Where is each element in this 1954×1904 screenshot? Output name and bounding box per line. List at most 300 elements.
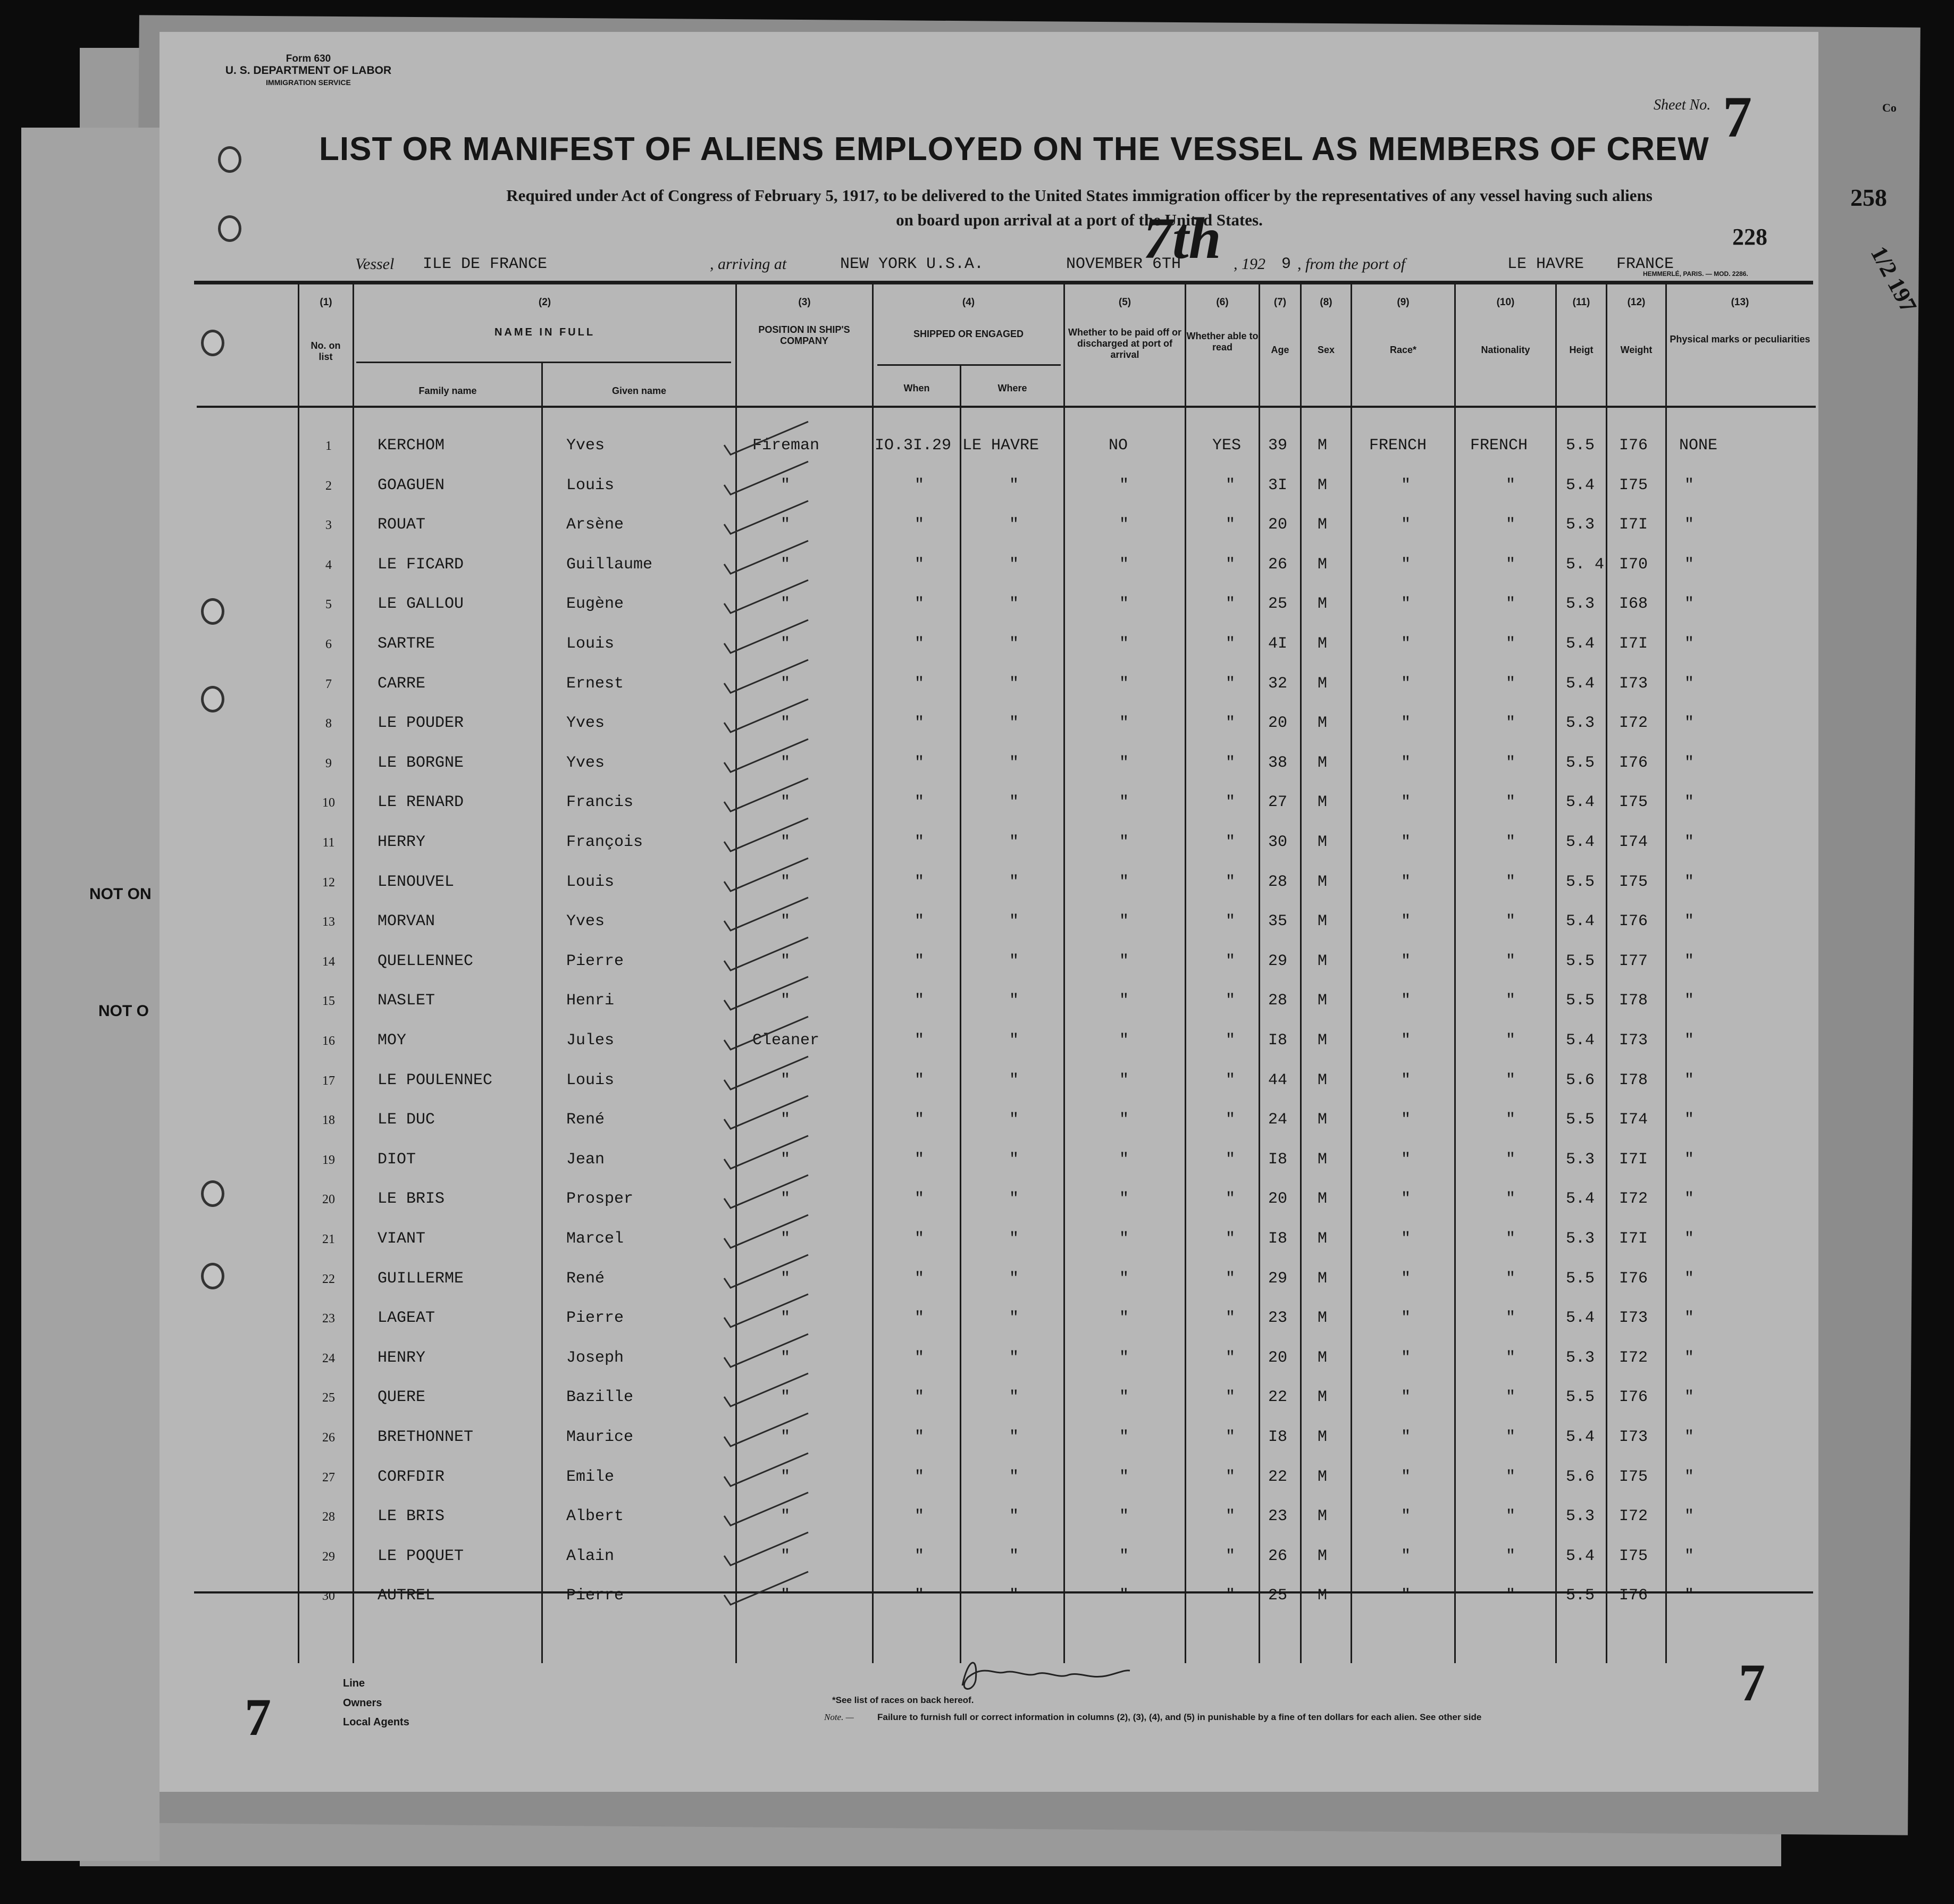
given-name-cell: Guillaume <box>566 556 653 574</box>
race-cell: " <box>1401 1190 1411 1208</box>
check-mark <box>723 1332 814 1369</box>
arrival-date: NOVEMBER 6TH <box>1066 255 1181 273</box>
weight-cell: I7I <box>1619 635 1648 653</box>
margin-note: NOT O <box>98 1002 149 1020</box>
age-cell: I8 <box>1268 1151 1288 1169</box>
shipped-where-cell: " <box>1009 675 1019 693</box>
given-name-cell: Yves <box>566 714 605 732</box>
height-cell: 5.4 <box>1566 1428 1595 1446</box>
able-to-read-cell: " <box>1226 833 1236 851</box>
physical-marks-cell: " <box>1684 1111 1695 1129</box>
check-mark <box>723 1490 814 1528</box>
family-name-cell: BRETHONNET <box>378 1428 474 1446</box>
shipped-when-cell: " <box>915 1071 925 1089</box>
nationality-cell: " <box>1506 714 1516 732</box>
given-name-cell: Ernest <box>566 675 624 693</box>
handwritten-date: 7th <box>1143 206 1221 271</box>
given-name-cell: Jean <box>566 1151 605 1169</box>
race-cell: " <box>1401 675 1411 693</box>
sex-cell: M <box>1318 1349 1328 1367</box>
able-to-read-cell: YES <box>1212 437 1242 455</box>
nationality-cell: " <box>1506 1309 1516 1327</box>
nationality-cell: " <box>1506 952 1516 970</box>
sex-cell: M <box>1318 714 1328 732</box>
age-cell: 25 <box>1268 1587 1288 1605</box>
header-name-in-full: NAME IN FULL <box>494 326 596 338</box>
header-shipped: SHIPPED OR ENGAGED <box>913 329 1024 339</box>
family-name-cell: LE FICARD <box>378 556 464 574</box>
physical-marks-cell: " <box>1684 1309 1695 1327</box>
paid-off-cell: " <box>1119 476 1129 494</box>
nationality-cell: " <box>1506 833 1516 851</box>
weight-cell: I78 <box>1619 992 1648 1010</box>
header-where: Where <box>997 383 1027 393</box>
family-name-cell: LE DUC <box>378 1111 435 1129</box>
nationality-cell: " <box>1506 1388 1516 1406</box>
sex-cell: M <box>1318 556 1328 574</box>
check-mark <box>723 658 814 695</box>
paid-off-cell: NO <box>1109 437 1128 455</box>
race-cell: " <box>1401 635 1411 653</box>
physical-marks-cell: NONE <box>1679 437 1718 455</box>
height-cell: 5.3 <box>1566 516 1595 534</box>
requirement-text: Required under Act of Congress of February 5, 1917, to be delivered to the United States immigration officer by the representatives of any vessel having such aliens on board upon arrival at a port of the United States. <box>506 186 1653 229</box>
position-cell: " <box>781 635 791 653</box>
nationality-cell: " <box>1506 516 1516 534</box>
physical-marks-cell: " <box>1684 1587 1695 1605</box>
shipped-where-cell: " <box>1009 1547 1019 1565</box>
nationality-cell: " <box>1506 1547 1516 1565</box>
sex-cell: M <box>1318 1428 1328 1446</box>
family-name-cell: QUERE <box>378 1388 426 1406</box>
shipped-where-cell: " <box>1009 1111 1019 1129</box>
weight-cell: I76 <box>1619 1388 1648 1406</box>
row-number: 8 <box>325 717 332 731</box>
manifest-page <box>160 32 1818 1792</box>
check-mark <box>723 578 814 615</box>
penalty-note: Failure to furnish full or correct information in columns (2), (3), (4), and (5) in punishable by a fine of ten dollars for each alien. See other side <box>877 1712 1482 1722</box>
family-name-cell: LE GALLOU <box>378 595 464 613</box>
family-name-cell: LENOUVEL <box>378 873 455 891</box>
row-number: 12 <box>322 876 335 890</box>
position-cell: " <box>781 1071 791 1089</box>
line-label: Line <box>343 1677 365 1689</box>
check-mark <box>723 697 814 734</box>
shipped-when-cell: IO.3I.29 <box>875 437 952 455</box>
local-agents-label: Local Agents <box>343 1716 409 1728</box>
table-top-rule <box>194 281 1813 284</box>
nationality-cell: " <box>1506 1349 1516 1367</box>
column-divider <box>1454 284 1456 1663</box>
race-cell: " <box>1401 833 1411 851</box>
position-cell: " <box>781 1587 791 1605</box>
shipped-where-cell: " <box>1009 873 1019 891</box>
family-name-cell: HENRY <box>378 1349 426 1367</box>
nationality-cell: " <box>1506 1587 1516 1605</box>
weight-cell: I75 <box>1619 1468 1648 1486</box>
header-weight: Weight <box>1620 345 1653 355</box>
family-name-cell: MOY <box>378 1031 407 1050</box>
weight-cell: I72 <box>1619 1349 1648 1367</box>
row-number: 5 <box>325 598 332 611</box>
age-cell: 23 <box>1268 1309 1288 1327</box>
able-to-read-cell: " <box>1226 1071 1236 1089</box>
check-mark <box>723 618 814 655</box>
shipped-when-cell: " <box>915 675 925 693</box>
check-mark <box>723 1014 814 1052</box>
sex-cell: M <box>1318 873 1328 891</box>
paid-off-cell: " <box>1119 1230 1129 1248</box>
check-mark <box>723 895 814 933</box>
age-cell: I8 <box>1268 1031 1288 1050</box>
row-number: 24 <box>322 1352 335 1365</box>
sex-cell: M <box>1318 635 1328 653</box>
nationality-cell: " <box>1506 1151 1516 1169</box>
given-name-cell: Yves <box>566 754 605 772</box>
age-cell: 32 <box>1268 675 1288 693</box>
position-cell: " <box>781 675 791 693</box>
paid-off-cell: " <box>1119 754 1129 772</box>
family-name-cell: LAGEAT <box>378 1309 435 1327</box>
check-mark <box>723 1570 814 1607</box>
weight-cell: I7I <box>1619 1230 1648 1248</box>
arriving-label: , arriving at <box>710 255 787 273</box>
given-name-cell: Albert <box>566 1507 624 1525</box>
shipped-where-cell: " <box>1009 1349 1019 1367</box>
service: IMMIGRATION SERVICE <box>266 78 351 87</box>
sheet-number-bottom-left: 7 <box>245 1688 271 1747</box>
header-when: When <box>903 383 930 393</box>
physical-marks-cell: " <box>1684 1547 1695 1565</box>
header-family-name: Family name <box>418 385 477 396</box>
paid-off-cell: " <box>1119 1468 1129 1486</box>
shipped-where-cell: " <box>1009 1230 1019 1248</box>
nationality-cell: " <box>1506 1190 1516 1208</box>
physical-marks-cell: " <box>1684 1507 1695 1525</box>
shipped-when-cell: " <box>915 793 925 811</box>
column-number: (9) <box>1397 297 1410 308</box>
check-mark <box>723 539 814 576</box>
sex-cell: M <box>1318 793 1328 811</box>
position-cell: " <box>781 793 791 811</box>
race-cell: " <box>1401 793 1411 811</box>
check-mark <box>723 1253 814 1290</box>
physical-marks-cell: " <box>1684 595 1695 613</box>
weight-cell: I75 <box>1619 793 1648 811</box>
shipped-where-cell: " <box>1009 1190 1019 1208</box>
height-cell: 5.4 <box>1566 1309 1595 1327</box>
column-divider <box>541 363 543 1663</box>
check-mark <box>723 1451 814 1488</box>
race-cell: " <box>1401 912 1411 930</box>
check-mark <box>723 1094 814 1131</box>
position-cell: Fireman <box>752 437 820 455</box>
family-name-cell: CORFDIR <box>378 1468 445 1486</box>
check-mark <box>723 1173 814 1210</box>
nationality-cell: " <box>1506 1507 1516 1525</box>
physical-marks-cell: " <box>1684 754 1695 772</box>
column-divider <box>960 366 961 1663</box>
position-cell: " <box>781 833 791 851</box>
age-cell: 35 <box>1268 912 1288 930</box>
physical-marks-cell: " <box>1684 1388 1695 1406</box>
physical-marks-cell: " <box>1684 1190 1695 1208</box>
nationality-cell: " <box>1506 754 1516 772</box>
shipped-when-cell: " <box>915 1388 925 1406</box>
weight-cell: I75 <box>1619 476 1648 494</box>
weight-cell: I76 <box>1619 437 1648 455</box>
shipped-where-cell: " <box>1009 1151 1019 1169</box>
shipped-where-cell: " <box>1009 1507 1019 1525</box>
height-cell: 5.4 <box>1566 476 1595 494</box>
physical-marks-cell: " <box>1684 556 1695 574</box>
sex-cell: M <box>1318 1270 1328 1288</box>
given-name-cell: Pierre <box>566 1309 624 1327</box>
paid-off-cell: " <box>1119 1111 1129 1129</box>
paid-off-cell: " <box>1119 1031 1129 1050</box>
printer-mark: HEMMERLÉ, PARIS. — MOD. 2286. <box>1643 270 1748 278</box>
sex-cell: M <box>1318 1468 1328 1486</box>
sex-cell: M <box>1318 1309 1328 1327</box>
weight-cell: I76 <box>1619 754 1648 772</box>
form-header <box>160 53 457 88</box>
check-mark <box>723 1530 814 1567</box>
sex-cell: M <box>1318 437 1328 455</box>
position-cell: " <box>781 912 791 930</box>
weight-cell: I72 <box>1619 1507 1648 1525</box>
shipped-when-cell: " <box>915 1230 925 1248</box>
shipped-when-cell: " <box>915 635 925 653</box>
left-attached-strip <box>21 128 160 1861</box>
able-to-read-cell: " <box>1226 675 1236 693</box>
paid-off-cell: " <box>1119 1349 1129 1367</box>
race-cell: " <box>1401 1547 1411 1565</box>
check-mark <box>723 1292 814 1329</box>
shipped-where-cell: " <box>1009 1071 1019 1089</box>
position-cell: " <box>781 1230 791 1248</box>
race-cell: " <box>1401 952 1411 970</box>
physical-marks-cell: " <box>1684 873 1695 891</box>
header-no-on-list: No. on list <box>311 340 341 362</box>
shipped-where-cell: " <box>1009 754 1019 772</box>
paid-off-cell: " <box>1119 595 1129 613</box>
family-name-cell: QUELLENNEC <box>378 952 474 970</box>
row-number: 14 <box>322 955 335 969</box>
position-cell: " <box>781 952 791 970</box>
check-mark <box>723 1054 814 1092</box>
physical-marks-cell: " <box>1684 1468 1695 1486</box>
shipped-when-cell: " <box>915 1111 925 1129</box>
family-name-cell: MORVAN <box>378 912 435 930</box>
race-cell: " <box>1401 714 1411 732</box>
height-cell: 5.5 <box>1566 1587 1595 1605</box>
row-number: 7 <box>325 677 332 691</box>
height-cell: 5.5 <box>1566 754 1595 772</box>
position-cell: " <box>781 1151 791 1169</box>
height-cell: 5.5 <box>1566 992 1595 1010</box>
height-cell: 5.4 <box>1566 1031 1595 1050</box>
column-number: (5) <box>1118 297 1131 308</box>
nationality-cell: " <box>1506 992 1516 1010</box>
weight-cell: I73 <box>1619 1428 1648 1446</box>
department: U. S. DEPARTMENT OF LABOR <box>225 64 392 77</box>
check-mark <box>723 776 814 813</box>
nationality-cell: " <box>1506 675 1516 693</box>
height-cell: 5.6 <box>1566 1071 1595 1089</box>
race-cell: " <box>1401 595 1411 613</box>
family-name-cell: ROUAT <box>378 516 426 534</box>
column-number: (1) <box>320 297 332 308</box>
row-number: 27 <box>322 1471 335 1484</box>
row-number: 11 <box>322 836 335 850</box>
shipped-where-cell: " <box>1009 1388 1019 1406</box>
row-number: 25 <box>322 1391 335 1405</box>
check-mark <box>723 1213 814 1250</box>
race-cell: " <box>1401 1587 1411 1605</box>
weight-cell: I72 <box>1619 714 1648 732</box>
position-cell: " <box>781 1270 791 1288</box>
age-cell: 28 <box>1268 873 1288 891</box>
able-to-read-cell: " <box>1226 992 1236 1010</box>
given-name-cell: Louis <box>566 635 615 653</box>
age-cell: 26 <box>1268 556 1288 574</box>
physical-marks-cell: " <box>1684 793 1695 811</box>
header-physical-marks: Physical marks or peculiarities <box>1670 334 1810 345</box>
sex-cell: M <box>1318 952 1328 970</box>
shipped-when-cell: " <box>915 714 925 732</box>
shipped-where-cell: " <box>1009 714 1019 732</box>
able-to-read-cell: " <box>1226 793 1236 811</box>
paid-off-cell: " <box>1119 675 1129 693</box>
race-cell: " <box>1401 1071 1411 1089</box>
age-cell: 20 <box>1268 714 1288 732</box>
check-mark <box>723 1411 814 1448</box>
physical-marks-cell: " <box>1684 1151 1695 1169</box>
position-cell: " <box>781 1349 791 1367</box>
sex-cell: M <box>1318 1031 1328 1050</box>
sex-cell: M <box>1318 1151 1328 1169</box>
given-name-cell: Louis <box>566 873 615 891</box>
check-mark <box>723 1134 814 1171</box>
sex-cell: M <box>1318 1587 1328 1605</box>
able-to-read-cell: " <box>1226 635 1236 653</box>
height-cell: 5.4 <box>1566 833 1595 851</box>
family-name-cell: LE BORGNE <box>378 754 464 772</box>
nationality-cell: " <box>1506 476 1516 494</box>
column-number: (3) <box>798 297 811 308</box>
column-number: (11) <box>1572 297 1590 308</box>
able-to-read-cell: " <box>1226 1349 1236 1367</box>
shipped-where-cell: " <box>1009 1031 1019 1050</box>
margin-note: 258 <box>1850 184 1887 211</box>
weight-cell: I74 <box>1619 1111 1648 1129</box>
age-cell: 3I <box>1268 476 1288 494</box>
header-able-to-read: Whether able to read <box>1186 331 1259 353</box>
sex-cell: M <box>1318 516 1328 534</box>
shipped-where-cell: " <box>1009 1270 1019 1288</box>
shipped-when-cell: " <box>915 992 925 1010</box>
row-number: 15 <box>322 994 335 1008</box>
position-cell: " <box>781 1507 791 1525</box>
row-number: 22 <box>322 1272 335 1286</box>
able-to-read-cell: " <box>1226 1428 1236 1446</box>
sex-cell: M <box>1318 476 1328 494</box>
owners-label: Owners <box>343 1697 382 1709</box>
shipped-where-cell: " <box>1009 912 1019 930</box>
able-to-read-cell: " <box>1226 873 1236 891</box>
weight-cell: I75 <box>1619 1547 1648 1565</box>
age-cell: 29 <box>1268 1270 1288 1288</box>
given-name-cell: Yves <box>566 437 605 455</box>
age-cell: 20 <box>1268 1349 1288 1367</box>
sheet-number: 7 <box>1723 85 1752 149</box>
able-to-read-cell: " <box>1226 1111 1236 1129</box>
shipped-where-cell: " <box>1009 1468 1019 1486</box>
column-divider <box>1259 284 1260 1663</box>
column-number: (4) <box>962 297 975 308</box>
position-cell: " <box>781 1111 791 1129</box>
physical-marks-cell: " <box>1684 675 1695 693</box>
age-cell: 22 <box>1268 1388 1288 1406</box>
row-number: 21 <box>322 1232 335 1246</box>
header-given-name: Given name <box>611 385 667 396</box>
sex-cell: M <box>1318 833 1328 851</box>
nationality-cell: " <box>1506 556 1516 574</box>
shipped-where-cell: LE HAVRE <box>962 437 1039 455</box>
given-name-cell: Louis <box>566 1071 615 1089</box>
position-cell: " <box>781 714 791 732</box>
check-mark <box>723 499 814 536</box>
able-to-read-cell: " <box>1226 476 1236 494</box>
able-to-read-cell: " <box>1226 714 1236 732</box>
sex-cell: M <box>1318 754 1328 772</box>
family-name-cell: LE POUDER <box>378 714 464 732</box>
column-divider <box>298 284 299 1663</box>
physical-marks-cell: " <box>1684 1428 1695 1446</box>
race-cell: " <box>1401 1388 1411 1406</box>
row-number: 30 <box>322 1589 335 1603</box>
able-to-read-cell: " <box>1226 754 1236 772</box>
position-cell: " <box>781 476 791 494</box>
binder-hole <box>201 1180 224 1207</box>
paid-off-cell: " <box>1119 1547 1129 1565</box>
margin-note: Co <box>1882 101 1897 114</box>
able-to-read-cell: " <box>1226 1507 1236 1525</box>
age-cell: 26 <box>1268 1547 1288 1565</box>
age-cell: 44 <box>1268 1071 1288 1089</box>
column-number: (2) <box>538 297 551 308</box>
able-to-read-cell: " <box>1226 1031 1236 1050</box>
position-cell: " <box>781 1547 791 1565</box>
paid-off-cell: " <box>1119 1190 1129 1208</box>
position-cell: " <box>781 556 791 574</box>
margin-note: NOT ON <box>89 885 152 903</box>
family-name-cell: LE BRIS <box>378 1507 445 1525</box>
race-cell: " <box>1401 1031 1411 1050</box>
shipped-when-cell: " <box>915 516 925 534</box>
weight-cell: I77 <box>1619 952 1648 970</box>
given-name-cell: Pierre <box>566 1587 624 1605</box>
shipped-when-cell: " <box>915 1587 925 1605</box>
age-cell: 23 <box>1268 1507 1288 1525</box>
given-name-cell: Pierre <box>566 952 624 970</box>
weight-cell: I76 <box>1619 1270 1648 1288</box>
row-number: 20 <box>322 1193 335 1206</box>
position-cell: " <box>781 1309 791 1327</box>
row-number: 29 <box>322 1550 335 1564</box>
family-name-cell: LE POQUET <box>378 1547 464 1565</box>
paid-off-cell: " <box>1119 1270 1129 1288</box>
